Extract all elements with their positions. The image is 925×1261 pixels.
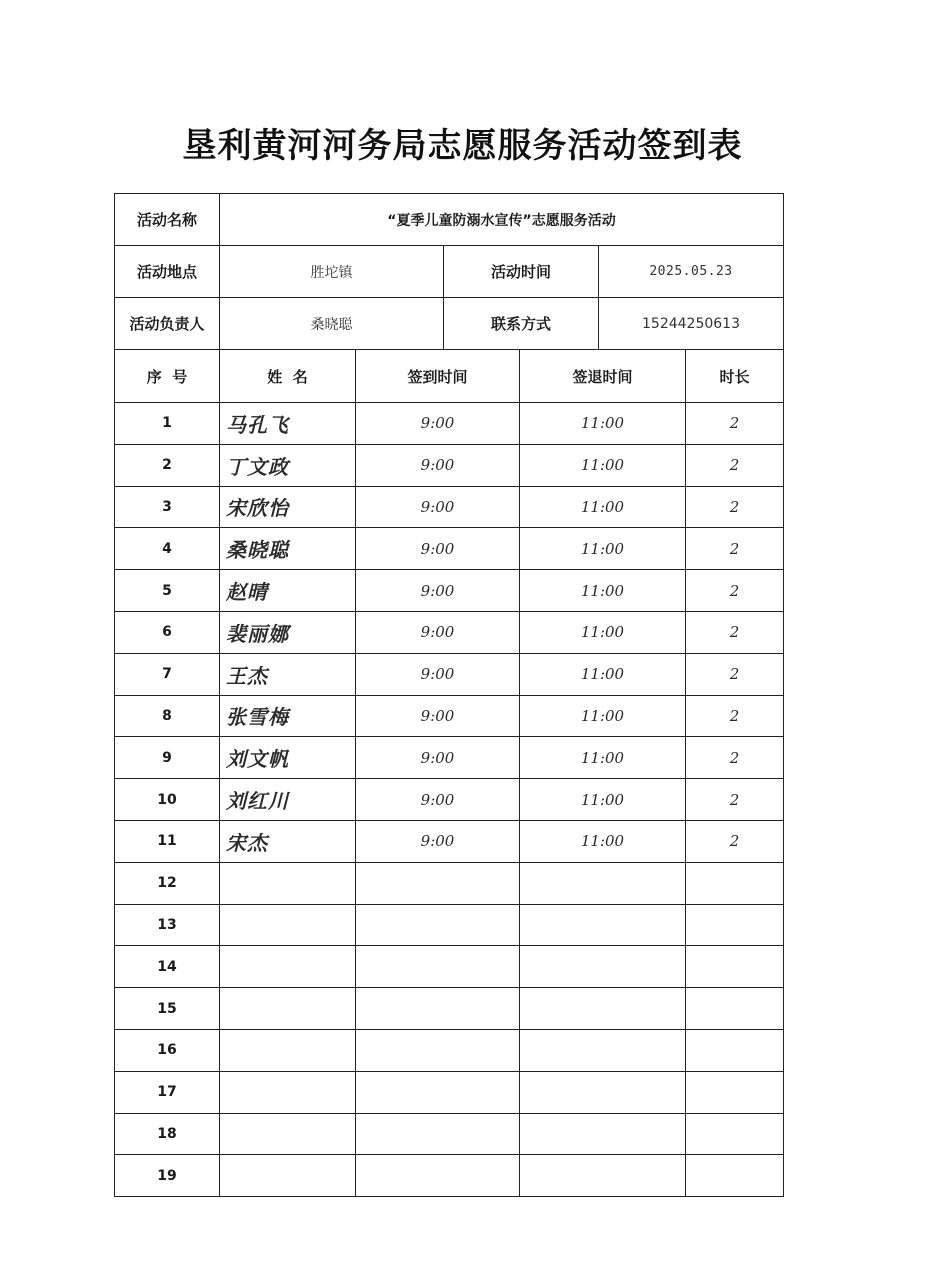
checkout-time <box>520 904 686 946</box>
row-number: 13 <box>115 904 220 946</box>
row-number: 12 <box>115 862 220 904</box>
signature-name: 宋杰 <box>220 820 356 862</box>
signature-name <box>220 1113 356 1155</box>
signature-name: 马孔飞 <box>220 403 356 445</box>
checkin-time <box>356 1029 520 1071</box>
checkin-time: 9:00 <box>356 611 520 653</box>
signature-name <box>220 988 356 1030</box>
header-seq: 序 号 <box>115 350 220 403</box>
checkout-time: 11:00 <box>520 570 686 612</box>
table-row <box>115 862 784 904</box>
duration-value: 2 <box>686 779 784 821</box>
checkin-time: 9:00 <box>356 779 520 821</box>
checkin-time: 9:00 <box>356 737 520 779</box>
checkin-time: 9:00 <box>356 653 520 695</box>
checkin-time <box>356 1155 520 1197</box>
checkin-time <box>356 946 520 988</box>
row-number: 2 <box>115 444 220 486</box>
table-row <box>115 528 784 570</box>
duration-value <box>686 1029 784 1071</box>
activity-time-value: 2025.05.23 <box>599 246 784 298</box>
header-duration: 时长 <box>686 350 784 403</box>
duration-value: 2 <box>686 528 784 570</box>
checkout-time <box>520 1029 686 1071</box>
checkout-time: 11:00 <box>520 653 686 695</box>
header-name: 姓 名 <box>220 350 356 403</box>
row-number: 19 <box>115 1155 220 1197</box>
activity-time-label: 活动时间 <box>444 246 599 298</box>
table-row <box>115 1113 784 1155</box>
checkin-time <box>356 1071 520 1113</box>
table-row <box>115 611 784 653</box>
duration-value: 2 <box>686 820 784 862</box>
checkout-time: 11:00 <box>520 820 686 862</box>
signature-name: 宋欣怡 <box>220 486 356 528</box>
signature-name: 桑晓聪 <box>220 528 356 570</box>
signature-name: 张雪梅 <box>220 695 356 737</box>
page-title: 垦利黄河河务局志愿服务活动签到表 <box>182 126 743 166</box>
table-body <box>115 194 784 1197</box>
checkout-time: 11:00 <box>520 779 686 821</box>
signature-name <box>220 1029 356 1071</box>
table-row <box>115 1029 784 1071</box>
table-row <box>115 820 784 862</box>
duration-value <box>686 904 784 946</box>
table-row <box>115 988 784 1030</box>
row-number: 16 <box>115 1029 220 1071</box>
info-row-place-time <box>115 246 784 298</box>
signature-name: 赵晴 <box>220 570 356 612</box>
sign-in-table <box>114 193 784 1197</box>
duration-value: 2 <box>686 695 784 737</box>
duration-value: 2 <box>686 444 784 486</box>
duration-value <box>686 862 784 904</box>
checkout-time <box>520 988 686 1030</box>
activity-leader-label: 活动负责人 <box>115 298 220 350</box>
duration-value <box>686 946 784 988</box>
row-number: 6 <box>115 611 220 653</box>
checkin-time <box>356 1113 520 1155</box>
signature-name <box>220 1071 356 1113</box>
checkin-time <box>356 862 520 904</box>
row-number: 8 <box>115 695 220 737</box>
table-row <box>115 570 784 612</box>
header-checkout: 签退时间 <box>520 350 686 403</box>
checkout-time <box>520 1113 686 1155</box>
row-number: 15 <box>115 988 220 1030</box>
signature-name: 刘文帆 <box>220 737 356 779</box>
duration-value <box>686 1113 784 1155</box>
duration-value: 2 <box>686 653 784 695</box>
row-number: 11 <box>115 820 220 862</box>
contact-label: 联系方式 <box>444 298 599 350</box>
signature-name <box>220 1155 356 1197</box>
table-row <box>115 695 784 737</box>
duration-value <box>686 1071 784 1113</box>
activity-name-value: “夏季儿童防溺水宣传”志愿服务活动 <box>220 194 784 246</box>
table-row <box>115 486 784 528</box>
activity-place-value: 胜坨镇 <box>220 246 444 298</box>
checkout-time: 11:00 <box>520 403 686 445</box>
duration-value: 2 <box>686 611 784 653</box>
checkout-time: 11:00 <box>520 611 686 653</box>
row-number: 9 <box>115 737 220 779</box>
row-number: 10 <box>115 779 220 821</box>
checkout-time <box>520 946 686 988</box>
duration-value: 2 <box>686 486 784 528</box>
checkin-time: 9:00 <box>356 486 520 528</box>
header-checkin: 签到时间 <box>356 350 520 403</box>
table-row <box>115 904 784 946</box>
table-row <box>115 779 784 821</box>
activity-name-label: 活动名称 <box>115 194 220 246</box>
duration-value: 2 <box>686 737 784 779</box>
activity-leader-value: 桑晓聪 <box>220 298 444 350</box>
checkout-time: 11:00 <box>520 528 686 570</box>
duration-value <box>686 1155 784 1197</box>
table-row <box>115 946 784 988</box>
column-header-row <box>115 350 784 403</box>
checkout-time <box>520 1155 686 1197</box>
info-row-leader-contact <box>115 298 784 350</box>
row-number: 14 <box>115 946 220 988</box>
signature-name: 裴丽娜 <box>220 611 356 653</box>
signature-name <box>220 946 356 988</box>
row-number: 17 <box>115 1071 220 1113</box>
contact-value: 15244250613 <box>599 298 784 350</box>
checkin-time: 9:00 <box>356 403 520 445</box>
table-row <box>115 403 784 445</box>
row-number: 7 <box>115 653 220 695</box>
signature-name <box>220 862 356 904</box>
checkin-time: 9:00 <box>356 528 520 570</box>
checkout-time <box>520 862 686 904</box>
row-number: 18 <box>115 1113 220 1155</box>
row-number: 3 <box>115 486 220 528</box>
activity-place-label: 活动地点 <box>115 246 220 298</box>
table-row <box>115 1155 784 1197</box>
checkin-time: 9:00 <box>356 820 520 862</box>
checkout-time <box>520 1071 686 1113</box>
checkout-time: 11:00 <box>520 486 686 528</box>
duration-value: 2 <box>686 403 784 445</box>
checkout-time: 11:00 <box>520 737 686 779</box>
table-row <box>115 444 784 486</box>
duration-value <box>686 988 784 1030</box>
signature-name: 刘红川 <box>220 779 356 821</box>
signature-name <box>220 904 356 946</box>
checkin-time <box>356 904 520 946</box>
table-row <box>115 1071 784 1113</box>
checkout-time: 11:00 <box>520 444 686 486</box>
info-row-activity-name <box>115 194 784 246</box>
checkin-time: 9:00 <box>356 444 520 486</box>
checkin-time: 9:00 <box>356 570 520 612</box>
duration-value: 2 <box>686 570 784 612</box>
row-number: 5 <box>115 570 220 612</box>
signature-name: 丁文政 <box>220 444 356 486</box>
checkin-time <box>356 988 520 1030</box>
checkout-time: 11:00 <box>520 695 686 737</box>
signature-name: 王杰 <box>220 653 356 695</box>
row-number: 1 <box>115 403 220 445</box>
checkin-time: 9:00 <box>356 695 520 737</box>
table-row <box>115 737 784 779</box>
row-number: 4 <box>115 528 220 570</box>
table-row <box>115 653 784 695</box>
